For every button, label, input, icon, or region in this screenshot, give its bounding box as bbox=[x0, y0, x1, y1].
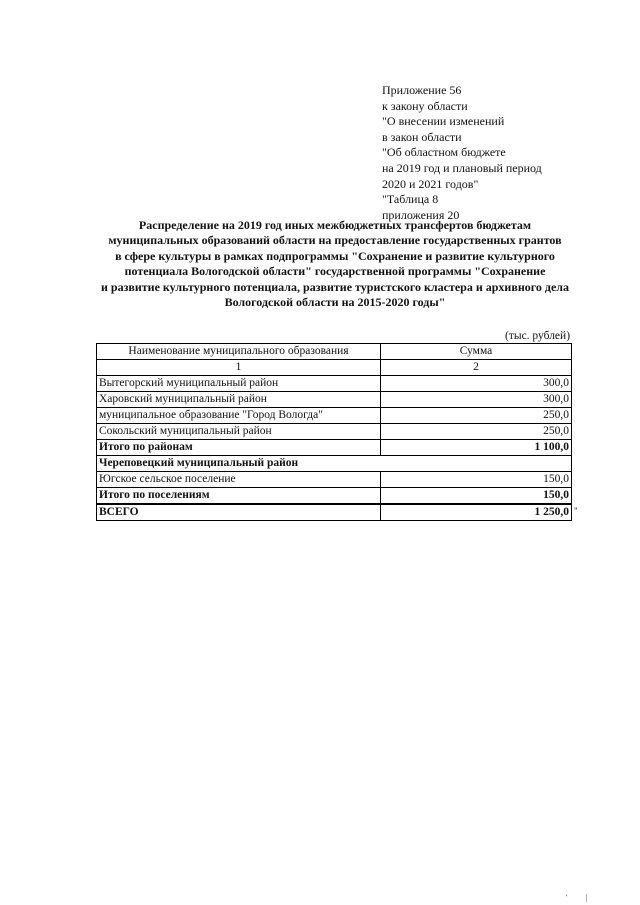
row-amount: 1 100,0 bbox=[381, 440, 572, 456]
group-row bbox=[97, 456, 572, 472]
appendix-line: "Таблица 8 bbox=[382, 192, 439, 207]
document-title bbox=[80, 218, 590, 310]
corner-marks: ' | bbox=[566, 893, 596, 902]
row-name: муниципальное образование "Город Вологда" bbox=[97, 408, 381, 424]
header-amount: Сумма bbox=[381, 344, 572, 360]
table-row bbox=[97, 392, 572, 408]
row-name: Итого по поселениям bbox=[97, 488, 381, 505]
title-line: Вологодской области на 2015-2020 годы" bbox=[224, 295, 446, 310]
appendix-line: 2020 и 2021 годов" bbox=[382, 176, 479, 191]
closing-quote: " bbox=[574, 506, 578, 516]
appendix-line: Приложение 56 bbox=[382, 83, 462, 97]
appendix-line: "О внесении изменений bbox=[382, 114, 505, 129]
row-name: Итого по районам bbox=[97, 440, 381, 456]
row-name: Харовский муниципальный район bbox=[97, 392, 381, 408]
title-line: потенциала Вологодской области" государственной программы "Сохранение bbox=[124, 264, 546, 279]
table-row bbox=[97, 376, 572, 392]
units-label: (тыс. рублей) bbox=[505, 330, 571, 342]
row-name: Югское сельское поселение bbox=[97, 472, 381, 488]
row-amount: 250,0 bbox=[381, 424, 572, 440]
header-name: Наименование муниципального образования bbox=[97, 344, 381, 360]
subtotal-row bbox=[97, 440, 572, 456]
column-number-row bbox=[97, 360, 572, 376]
row-amount: 300,0 bbox=[381, 392, 572, 408]
table-row bbox=[97, 408, 572, 424]
table-header-row bbox=[97, 344, 572, 360]
row-amount: 1 250,0 bbox=[381, 504, 572, 521]
appendix-header bbox=[382, 83, 542, 223]
title-line: Распределение на 2019 год иных межбюджетных трансфертов бюджетам bbox=[138, 218, 532, 232]
row-amount: 150,0 bbox=[381, 472, 572, 488]
row-amount: 250,0 bbox=[381, 408, 572, 424]
row-amount: 300,0 bbox=[381, 376, 572, 392]
row-name: Вытегорский муниципальный район bbox=[97, 376, 381, 392]
table-row bbox=[97, 424, 572, 440]
column-number: 1 bbox=[97, 360, 381, 376]
appendix-line: "Об областном бюджете bbox=[382, 145, 506, 160]
title-line: муниципальных образований области на предоставление государственных грантов bbox=[108, 233, 562, 248]
total-row bbox=[97, 504, 572, 521]
appendix-line: к закону области bbox=[382, 98, 468, 113]
subtotal-row bbox=[97, 488, 572, 505]
table-row bbox=[97, 472, 572, 488]
row-name: ВСЕГО bbox=[97, 504, 381, 521]
appendix-line: приложения 20 bbox=[382, 207, 460, 222]
appendix-line: в закон области bbox=[382, 129, 462, 144]
appendix-line: на 2019 год и плановый период bbox=[382, 160, 542, 175]
row-amount: 150,0 bbox=[381, 488, 572, 505]
distribution-table bbox=[96, 343, 572, 521]
row-name: Сокольский муниципальный район bbox=[97, 424, 381, 440]
title-line: и развитие культурного потенциала, развитие туристского кластера и архивного дела bbox=[100, 279, 570, 294]
row-name: Череповецкий муниципальный район bbox=[97, 456, 572, 472]
title-line: в сфере культуры в рамках подпрограммы "Сохранение и развитие культурного bbox=[115, 248, 555, 263]
column-number: 2 bbox=[381, 360, 572, 376]
